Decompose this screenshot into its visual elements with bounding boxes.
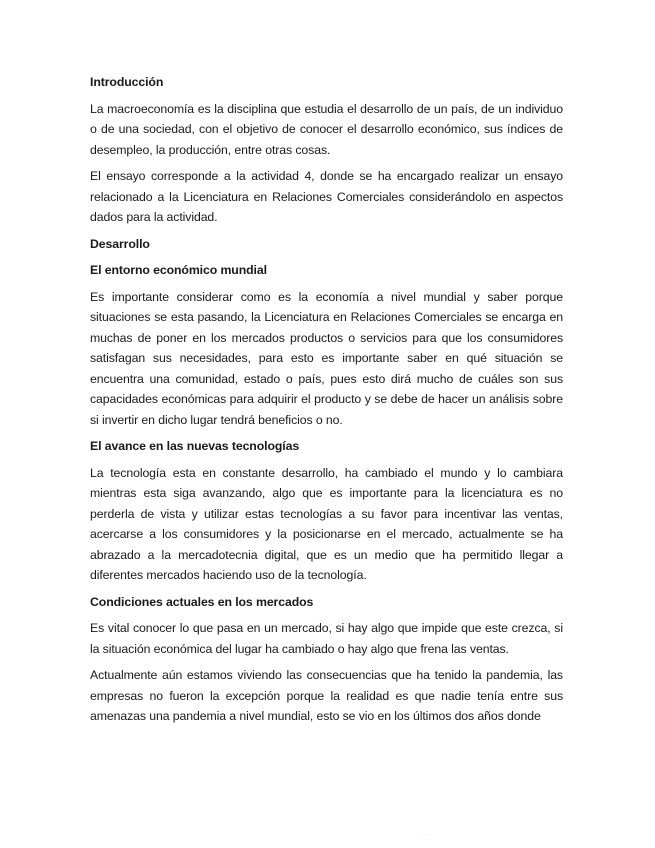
document-body <box>90 72 563 733</box>
paragraph: Es vital conocer lo que pasa en un mercado, si hay algo que impide que este crezca, si la situación económica del lugar ha cambiado o hay algo que frena las ventas. <box>90 621 563 656</box>
section-heading-condiciones-mercados: Condiciones actuales en los mercados <box>90 594 314 609</box>
paragraph: El ensayo corresponde a la actividad 4, donde se ha encargado realizar un ensayo relacionado a la Licenciatura en Relaciones Comerciales considerándolo en aspectos dados para la actividad. <box>90 169 563 224</box>
section-heading-entorno-economico: El entorno económico mundial <box>90 263 267 277</box>
section-heading-introduccion: Introducción <box>90 75 164 89</box>
paragraph: La macroeconomía es la disciplina que estudia el desarrollo de un país, de un individuo o de una sociedad, con el objetivo de conocer el desarrollo económico, sus índices de desempleo, la producción, entre otras cosas. <box>90 101 563 157</box>
section-heading-desarrollo: Desarrollo <box>90 236 150 251</box>
footer-watermark-icon: ··· <box>420 832 435 838</box>
paragraph: Es importante considerar como es la economía a nivel mundial y saber porque situaciones se esta pasando, la Licenciatura en Relaciones Comerciales se encarga en muchas de poner en los mercados productos o servicios para que los consumidores satisfagan sus necesidades, para esto es importante saber en qué situación se encuentra una comunidad, estado o país, pues esto dirá mucho de cuáles son sus capacidades económicas para adquirir el producto y se debe de hacer un análisis sobre si invertir en dicho lugar tendrá beneficios o no. <box>90 289 563 427</box>
paragraph: Actualmente aún estamos viviendo las consecuencias que ha tenido la pandemia, las empresas no fueron la excepción porque la realidad es que nadie tenía entre sus amenazas una pandemia a nivel mundial, esto se vio en los últimos dos años donde <box>90 668 563 723</box>
paragraph: La tecnología esta en constante desarrollo, ha cambiado el mundo y lo cambiara mientras esta siga avanzando, algo que es importante para la licenciatura es no perderla de vista y utilizar estas tecnologías a su favor para incentivar las ventas, acercarse a los consumidores y la posicionarse en el mercado, actualmente se ha abrazado a la mercadotecnia digital, que es un medio que ha permitido llegar a diferentes mercados haciendo uso de la tecnología. <box>90 465 563 582</box>
section-heading-avance-tecnologias: El avance en las nuevas tecnologías <box>90 439 300 453</box>
